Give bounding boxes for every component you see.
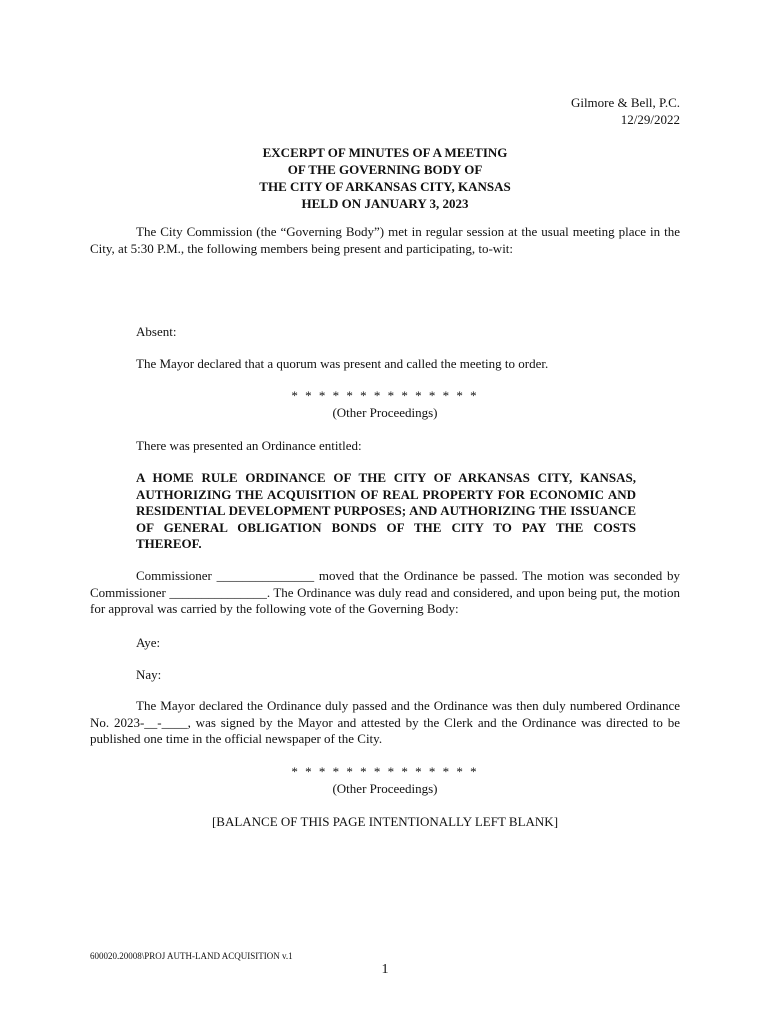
other-proceedings: (Other Proceedings) <box>332 405 438 420</box>
header-date: 12/29/2022 <box>620 112 680 127</box>
ordinance-title: A HOME RULE ORDINANCE OF THE CITY OF ARKANSAS CITY, KANSAS, AUTHORIZING THE ACQUISITION OF REAL PROPERTY FOR ECONOMIC AND RESIDENTIAL DEVELOPMENT PURPOSES; AND AUTHORIZING THE ISSUANCE OF GENERAL OBLIGATION BONDS OF THE CITY TO PAY THE COSTS THEREOF. <box>136 470 636 551</box>
passed-paragraph: The Mayor declared the Ordinance duly passed and the Ordinance was then duly numbered Ordinance No. 2023-__-____, was signed by the Mayor and attested by the Clerk and the Ordinance was directed to be published one time in the official newspaper of the City. <box>90 698 680 746</box>
blank-notice: [BALANCE OF THIS PAGE INTENTIONALLY LEFT BLANK] <box>211 814 559 829</box>
header-block <box>571 94 680 128</box>
absent-label: Absent: <box>136 324 177 339</box>
title-line: THE CITY OF ARKANSAS CITY, KANSAS <box>259 179 511 194</box>
quorum-text: The Mayor declared that a quorum was present and called the meeting to order. <box>136 356 549 371</box>
separator-stars: * * * * * * * * * * * * * * <box>291 388 479 403</box>
footer-reference: 600020.20008\PROJ AUTH-LAND ACQUISITION v.1 <box>90 951 293 961</box>
firm-name: Gilmore & Bell, P.C. <box>570 95 680 110</box>
title-line: EXCERPT OF MINUTES OF A MEETING <box>262 145 508 160</box>
nay-label: Nay: <box>136 667 162 682</box>
title-line: OF THE GOVERNING BODY OF <box>287 162 483 177</box>
document-title <box>0 144 770 212</box>
separator-stars: * * * * * * * * * * * * * * <box>291 764 479 779</box>
other-proceedings: (Other Proceedings) <box>332 781 438 796</box>
presented-text: There was presented an Ordinance entitled: <box>136 438 362 453</box>
intro-paragraph: The City Commission (the “Governing Body”) met in regular session at the usual meeting place in the City, at 5:30 P.M., the following members being present and participating, to-wit: <box>90 224 680 256</box>
aye-label: Aye: <box>136 635 161 650</box>
motion-paragraph: Commissioner _______________ moved that the Ordinance be passed. The motion was seconded by Commissioner _______________. The Ordinance was duly read and considered, and upon being put, the motion for approval was carried by the following vote of the Governing Body: <box>90 568 680 616</box>
page-number: 1 <box>381 962 389 977</box>
title-line: HELD ON JANUARY 3, 2023 <box>301 196 469 211</box>
